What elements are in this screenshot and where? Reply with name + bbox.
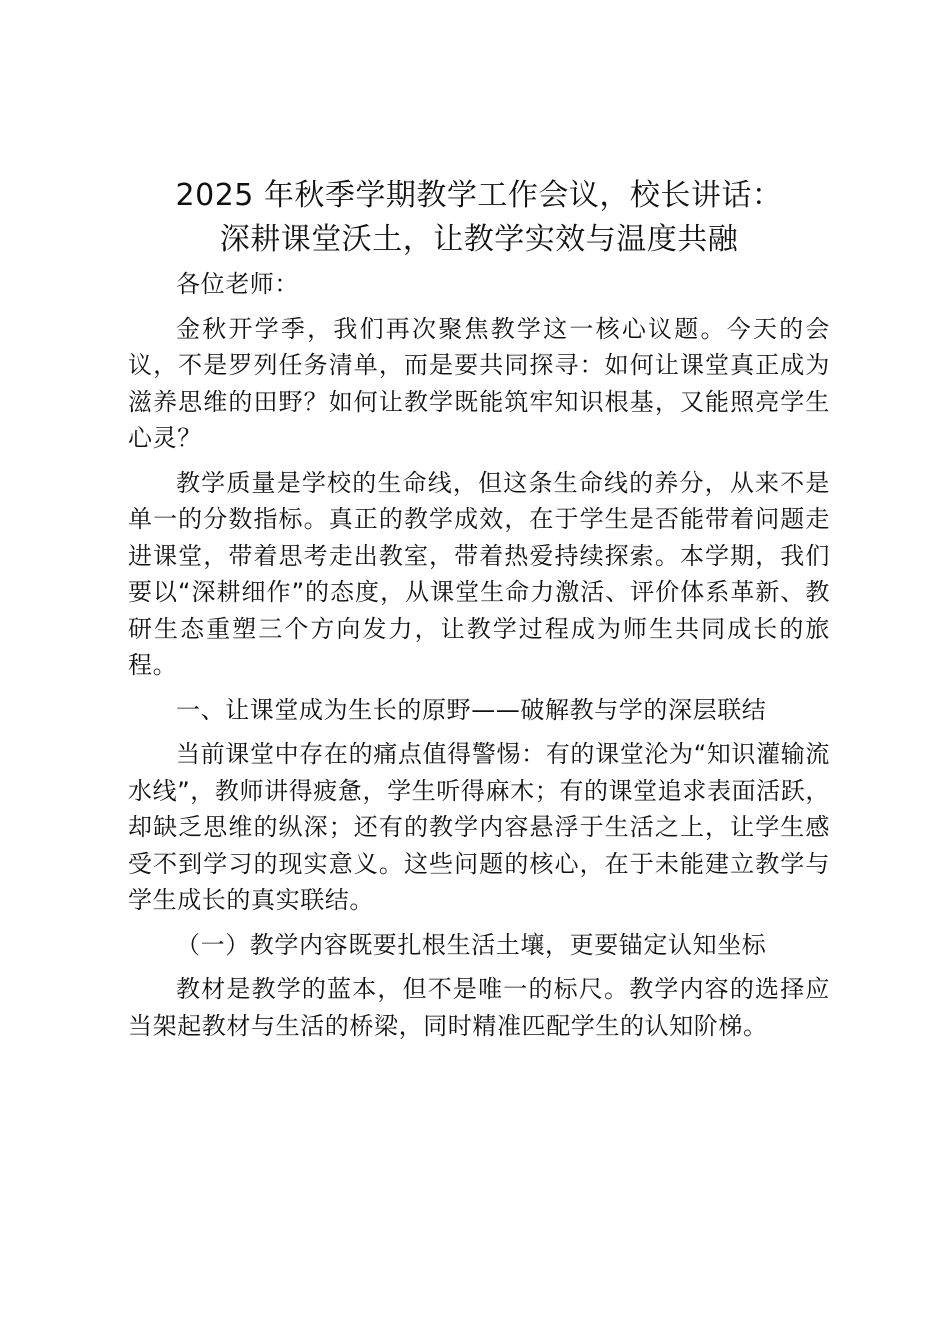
subsection-1-heading: （一）教学内容既要扎根生活土壤，更要锚定认知坐标 [176, 930, 767, 959]
subsection-1-paragraph: 教材是教学的蓝本，但不是唯一的标尺。教学内容的选择应当架起教材与生活的桥梁，同时精准匹配学生的认知阶梯。 [128, 975, 830, 1040]
section-1-heading: 一、让课堂成为生长的原野——破解教与学的深层联结 [176, 695, 767, 724]
document-page [128, 174, 830, 1044]
salutation: 各位老师： [176, 270, 299, 298]
title-line-1: 2025 年秋季学期教学工作会议，校长讲话： [175, 178, 783, 213]
intro-paragraph-1: 金秋开学季，我们再次聚焦教学这一核心议题。今天的会议，不是罗列任务清单，而是要共同探寻：如何让课堂真正成为滋养思维的田野？如何让教学既能筑牢知识根基，又能照亮学生心灵？ [128, 314, 830, 452]
document-title [128, 174, 830, 262]
section-1-paragraph: 当前课堂中存在的痛点值得警惕：有的课堂沦为“知识灌输流水线”，教师讲得疲惫，学生听得麻木；有的课堂追求表面活跃，却缺乏思维的纵深；还有的教学内容悬浮于生活之上，让学生感受不到学习的现实意义。这些问题的核心，在于未能建立教学与学生成长的真实联结。 [128, 740, 830, 914]
title-line-2: 深耕课堂沃土，让教学实效与温度共融 [219, 222, 739, 257]
intro-paragraph-2: 教学质量是学校的生命线，但这条生命线的养分，从来不是单一的分数指标。真正的教学成效，在于学生是否能带着问题走进课堂，带着思考走出教室，带着热爱持续探索。本学期，我们要以“深耕细作”的态度，从课堂生命力激活、评价体系革新、教研生态重塑三个方向发力，让教学过程成为师生共同成长的旅程。 [128, 468, 830, 679]
